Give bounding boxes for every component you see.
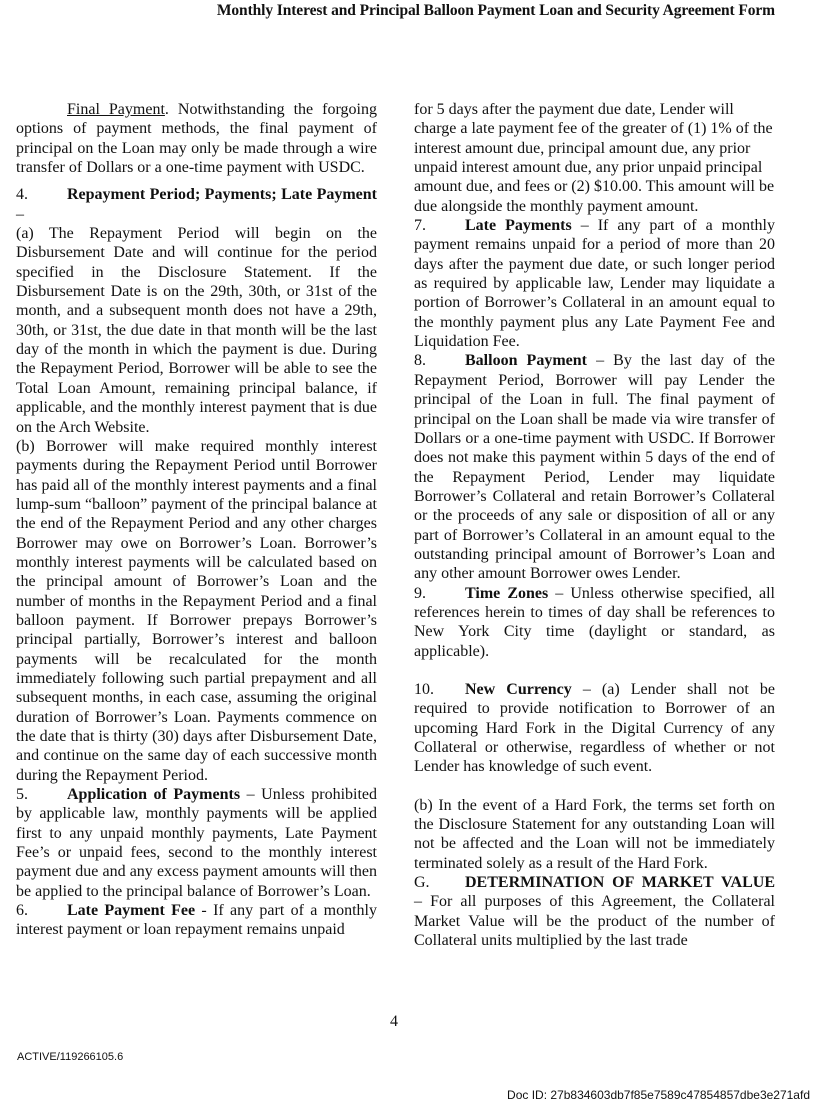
section-4-para-b: (b) Borrower will make required monthly interest payments during the Repayment Period until Borrower has paid all of the monthly interest payments and a final lump-sum “balloon” payment of the principal balance at the end of the Repayment Period and any other charges Borrower may owe on Borrower’s Loan. Borrower’s monthly interest payments will be calculated based on the principal amount of Borrower’s Loan and the number of months in the Repayment Period and a final balloon payment. If Borrower prepays Borrower’s principal partially, Borrower’s interest and balloon payments will be recalculated for the month immediately following such partial prepayment and all subsequent months, in each case, assuming the original duration of Borrower’s Loan. Payments commence on the date that is thirty (30) days after Disbursement Date, and continue on the same day of each successive month during the Repayment Period. bbox=[16, 437, 377, 784]
section-7-text: – If any part of a monthly payment remains unpaid for a period of more than 20 days after the payment due date, or such longer period as required by applicable law, Lender may liquidate a portion of Borrower’s Collateral in an amount equal to the monthly payment plus any Late Payment Fee and Liquidation Fee. bbox=[414, 217, 775, 351]
section-6-number: 6. bbox=[16, 902, 28, 920]
section-g-heading: DETERMINATION OF MARKET VALUE bbox=[465, 874, 775, 892]
section-10-number: 10. bbox=[414, 680, 434, 698]
final-payment-paragraph bbox=[16, 100, 377, 177]
document-header-title: Monthly Interest and Principal Balloon Payment Loan and Security Agreement Form bbox=[216, 2, 775, 19]
page-number: 4 bbox=[390, 1013, 398, 1030]
section-9-paragraph bbox=[414, 584, 775, 661]
right-column bbox=[414, 100, 775, 950]
section-9-text: – Unless otherwise specified, all references herein to times of day shall be references to New York City time (daylight or standard, as applicable). bbox=[414, 584, 776, 660]
section-8-number: 8. bbox=[414, 352, 426, 370]
section-9-heading: Time Zones bbox=[465, 584, 549, 602]
section-8-heading: Balloon Payment bbox=[465, 352, 587, 370]
section-10-paragraph-a bbox=[414, 680, 775, 777]
left-column bbox=[16, 100, 377, 940]
final-payment-heading: Final Payment bbox=[67, 101, 165, 118]
section-9-number: 9. bbox=[414, 584, 426, 602]
section-5-text: – Unless prohibited by applicable law, monthly payments will be applied first to any unpaid monthly payments, Late Payment Fee’s or unpaid fees, second to the monthly interest payment due and any excess payment amounts will then be applied to the principal balance of Borrower’s Loan. bbox=[16, 786, 378, 900]
section-7-number: 7. bbox=[414, 217, 426, 235]
section-7-heading: Late Payments bbox=[465, 217, 572, 235]
section-6-heading: Late Payment Fee bbox=[67, 902, 196, 920]
section-10-paragraph-b: (b) In the event of a Hard Fork, the terms set forth on the Disclosure Statement for any outstanding Loan will not be affected and the Loan will not be immediately terminated solely as a result of the Hard Fork. bbox=[414, 796, 775, 872]
section-4-heading: Repayment Period; Payments; Late Payment bbox=[67, 186, 377, 204]
section-8-text: – By the last day of the Repayment Period, Borrower will pay Lender the principal of the Loan in full. The final payment of principal on the Loan shall be made via wire transfer of Dollars or a one-time payment with USDC. If Borrower does not make this payment within 5 days of the end of the Repayment Period, Lender may liquidate Borrower’s Collateral and retain Borrower’s Collateral or the proceeds of any sale or disposition of all or any part of Borrower’s Collateral in an amount equal to the outstanding principal amount of Borrower’s Loan and any other amount Borrower owes Lender. bbox=[414, 352, 775, 583]
section-4-para-a: (a) The Repayment Period will begin on the Disbursement Date and will continue for the period specified in the Disclosure Statement. If the Disbursement Date is on the 29th, 30th, or 31st of the month, and a subsequent month does not have a 29th, 30th, or 31st, the due date in that month will be the last day of the month in which the payment is due. During the Repayment Period, Borrower will be able to see the Total Loan Amount, remaining principal balance, if applicable, and the monthly interest payment that is due on the Arch Website. bbox=[16, 225, 377, 436]
section-5-number: 5. bbox=[16, 786, 28, 804]
section-6-continuation: for 5 days after the payment due date, Lender will charge a late payment fee of the greater of (1) 1% of the interest amount due, principal amount due, any prior unpaid interest amount due, any prior unpaid principal amount due, and fees or (2) $10.00. This amount will be due alongside the monthly payment amount. bbox=[414, 101, 775, 215]
active-document-reference: ACTIVE/119266105.6 bbox=[17, 1051, 124, 1063]
section-4-number: 4. bbox=[16, 186, 28, 204]
section-4-heading-paragraph bbox=[16, 185, 377, 224]
section-5-paragraph bbox=[16, 785, 377, 901]
section-7-paragraph bbox=[414, 216, 775, 351]
section-8-paragraph bbox=[414, 351, 775, 583]
section-g-paragraph bbox=[414, 873, 775, 950]
section-10-heading: New Currency bbox=[465, 680, 572, 698]
section-6-text: - If any part of a monthly interest payment or loan repayment remains unpaid bbox=[16, 902, 377, 939]
section-6-paragraph bbox=[16, 901, 377, 940]
section-g-number: G. bbox=[414, 874, 430, 892]
final-payment-text: . Notwithstanding the forgoing options of payment methods, the final payment of principal on the Loan may only be made through a wire transfer of Dollars or a one-time payment with USDC. bbox=[16, 101, 377, 177]
section-g-text: – For all purposes of this Agreement, the Collateral Market Value will be the product of the number of Collateral units multiplied by the last trade bbox=[414, 893, 775, 950]
doc-id: Doc ID: 27b834603db7f85e7589c47854857dbe3e271afd bbox=[507, 1088, 810, 1102]
section-4-dash: – bbox=[16, 205, 24, 223]
section-5-heading: Application of Payments bbox=[67, 786, 241, 804]
section-10-text-a: – (a) Lender shall not be required to provide notification to Borrower of an upcoming Hard Fork in the Digital Currency of any Collateral or otherwise, regardless of whether or not Lender has knowledge of such event. bbox=[414, 680, 775, 776]
